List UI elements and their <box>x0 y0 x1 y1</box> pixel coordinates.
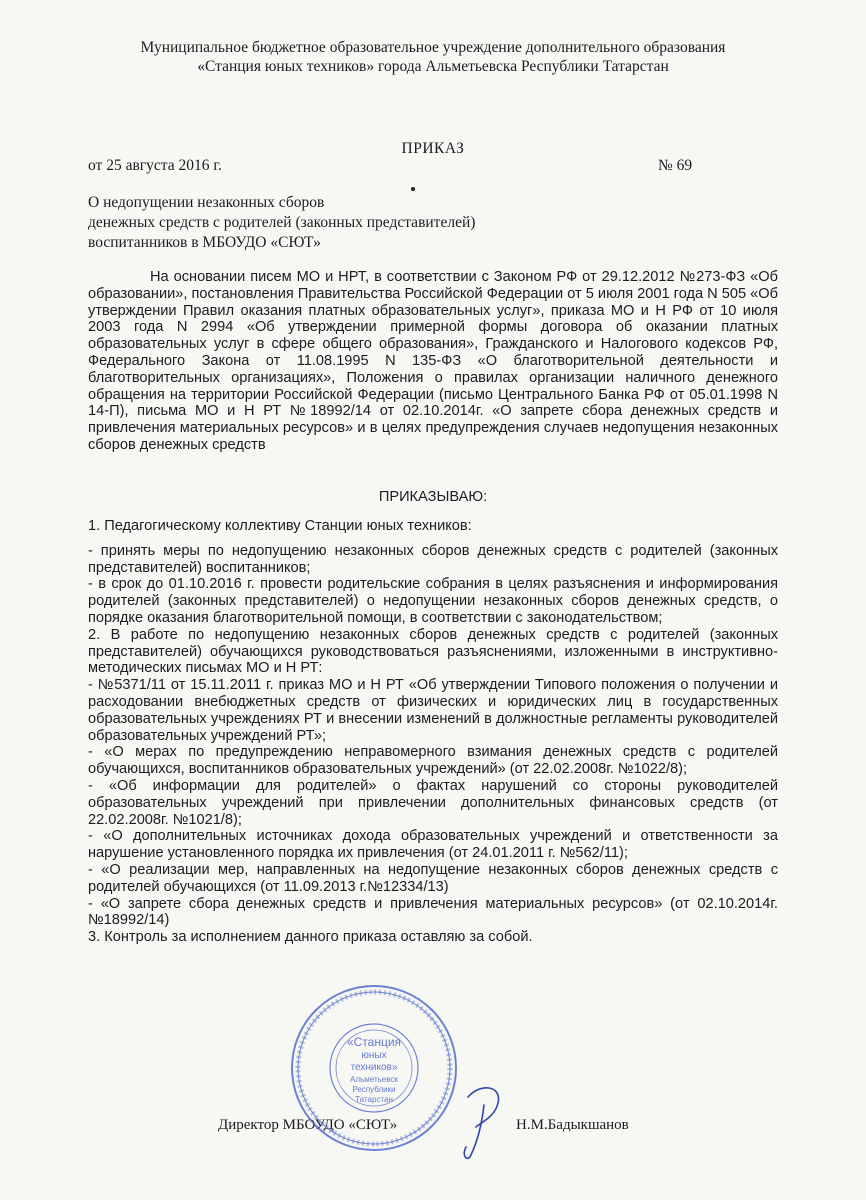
item-2-f: - «О запрете сбора денежных средств и привлечения материальных ресурсов» (от 02.10.2014г. №18992/14) <box>88 895 778 929</box>
stamp-line-2: юных <box>361 1050 387 1061</box>
item-2-b: - «О мерах по предупреждению неправомерного взимания денежных средств с родителей обучающихся, воспитанников образовательных учреждений» (от 22.02.2008г. №1022/8); <box>88 744 778 778</box>
subject-line-1: О недопущении незаконных сборов <box>88 194 325 211</box>
item-1-a: - принять меры по недопущению незаконных сборов денежных средств с родителей (законных представителей) воспитанников; <box>88 542 778 576</box>
subject-line-3: воспитанников в МБОУДО «СЮТ» <box>88 234 321 251</box>
signature-name: Н.М.Бадыкшанов <box>516 1117 629 1133</box>
order-subject <box>88 193 475 253</box>
item-3: 3. Контроль за исполнением данного приказа оставляю за собой. <box>88 929 533 946</box>
subject-line-2: денежных средств с родителей (законных представителей) <box>88 214 476 231</box>
stamp-line-5: Республики <box>352 1085 396 1094</box>
stamp-line-4: Альметьевск <box>350 1075 398 1084</box>
item-2-d: - «О дополнительных источниках дохода образовательных учреждений и ответственности за нарушение установленного порядка их привлечения (от 24.01.2011 г. №562/11); <box>88 828 778 862</box>
order-items <box>88 518 778 946</box>
handwritten-signature <box>440 1075 530 1165</box>
preamble-paragraph: На основании писем МО и НРТ, в соответствии с Законом РФ от 29.12.2012 №273-ФЗ «Об образовании», постановления Правительства Российской Федерации от 5 июля 2001 года N 505 «Об утверждении Правил оказания платных образовательных услуг», приказа МО и Н РФ от 10 июля 2003 года N 2994 «Об утверждении примерной формы договора об оказании платных образовательных услуг в сфере общего образования», Гражданского и Налогового кодексов РФ, Федерального Закона от 11.08.1995 N 135-ФЗ «О благотворительной деятельности и благотворительных организациях», Положения о правилах организации наличного денежного обращения на территории Российской Федерации (письмо Центрального Банка РФ от 05.01.1998 N 14-П), письма МО и Н РТ №18992/14 от 02.10.2014г. «О запрете сбора денежных средств и привлечения материальных ресурсов» и в целях предупреждения случаев недопущения незаконных сборов денежных средств <box>88 269 778 453</box>
item-1-b: - в срок до 01.10.2016 г. провести родительские собрания в целях разъяснения и информирования родителей (законных представителей) о недопущении незаконных сборов денежных средств, о порядке оказания благотворительной помощи, в соответствии с законодательством; <box>88 576 778 626</box>
ink-dot <box>411 187 415 191</box>
order-number: № 69 <box>658 157 693 174</box>
institution-header <box>80 38 786 76</box>
official-stamp <box>288 982 460 1154</box>
order-date: от 25 августа 2016 г. <box>88 157 222 174</box>
stamp-line-6: Татарстан <box>355 1095 393 1104</box>
order-title: ПРИКАЗ <box>401 140 465 157</box>
item-2-a: - №5371/11 от 15.11.2011 г. приказ МО и Н РТ «Об утверждении Типового положения о получении и расходовании внебюджетных средств от физических и юридических лиц в государственных образовательных учреждениях РТ и внесении изменений в должностные регламенты руководителей образовательных учреждений РТ»; <box>88 677 778 744</box>
stamp-line-3: техников» <box>350 1062 398 1073</box>
item-2-c: - «Об информации для родителей» о фактах нарушений со стороны руководителей образовательных учреждений при привлечении дополнительных финансовых средств (от 22.02.2008г. №1021/8); <box>88 777 778 828</box>
header-line-1: Муниципальное бюджетное образовательное учреждение дополнительного образования <box>140 39 726 56</box>
signature-position: Директор МБОУДО «СЮТ» <box>218 1117 398 1133</box>
item-1: 1. Педагогическому коллективу Станции юных техников: <box>88 518 472 534</box>
item-2: 2. В работе по недопущению незаконных сборов денежных средств с родителей (законных представителей) обучающихся руководствоваться разъяснениями, изложенными в инструктивно-методических письмах МО и Н РТ: <box>88 626 778 677</box>
stamp-line-1: «Станция <box>346 1035 402 1049</box>
header-line-2: «Станция юных техников» города Альметьевска Республики Татарстан <box>197 58 669 75</box>
command-heading: ПРИКАЗЫВАЮ: <box>378 489 488 505</box>
item-2-e: - «О реализации мер, направленных на недопущение незаконных сборов денежных средств с родителей обучающихся (от 11.09.2013 г.№12334/13) <box>88 861 778 895</box>
